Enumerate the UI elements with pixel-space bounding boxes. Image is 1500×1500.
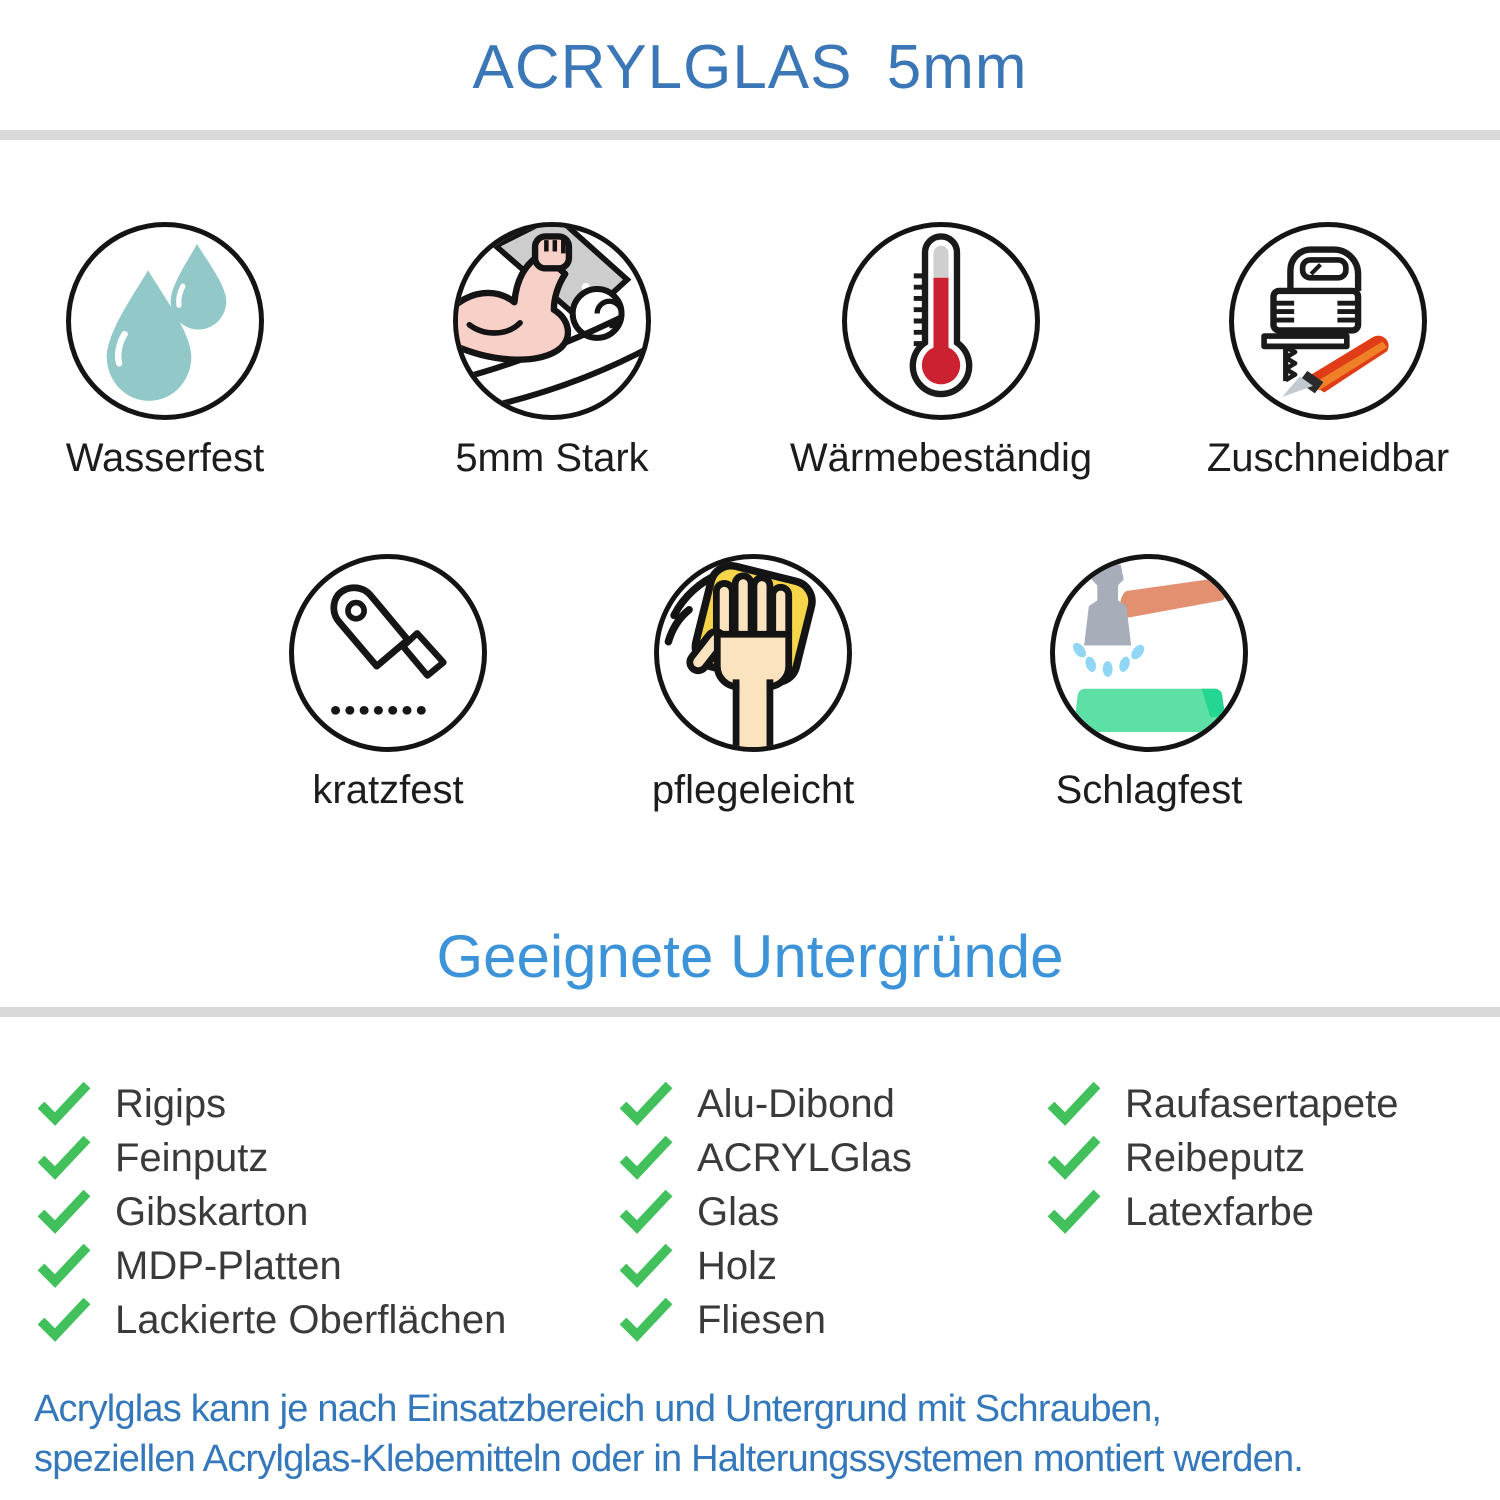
mounting-note-line2: speziellen Acrylglas-Klebemitteln oder in Halterungssystemen montiert werden.	[34, 1438, 1304, 1480]
substrate-label: Glas	[697, 1189, 780, 1234]
substrate-item	[618, 1240, 777, 1292]
feature-wasserfest	[0, 222, 335, 481]
substrate-item	[618, 1078, 895, 1130]
page-title: ACRYLGLAS 5mm	[472, 33, 1028, 102]
substrate-label: Rigips	[115, 1081, 227, 1126]
wiping-hand-cloth-icon	[659, 559, 847, 747]
substrate-label: Lackierte Oberflächen	[115, 1297, 507, 1342]
substrate-item	[36, 1240, 342, 1292]
feature-label: pflegeleicht	[651, 768, 855, 812]
mounting-note	[34, 1384, 1303, 1484]
check-icon	[36, 1081, 92, 1127]
feature-label: Zuschneidbar	[1206, 436, 1450, 480]
jigsaw-cutter-icon	[1234, 227, 1422, 415]
feature-label: Wärmebeständig	[789, 436, 1093, 480]
substrate-item	[36, 1078, 226, 1130]
check-icon	[618, 1135, 674, 1181]
feature-label: kratzfest	[312, 768, 464, 812]
feature-waermebestaendig	[771, 222, 1111, 481]
utility-knife-icon	[294, 559, 482, 747]
check-icon	[36, 1297, 92, 1343]
feature-5mm-stark	[382, 222, 722, 481]
check-icon	[1046, 1189, 1102, 1235]
divider	[0, 130, 1500, 140]
check-icon	[618, 1081, 674, 1127]
substrate-label: Alu-Dibond	[697, 1081, 895, 1126]
substrate-label: ACRYLGlas	[697, 1135, 912, 1180]
substrate-item	[36, 1186, 308, 1238]
check-icon	[36, 1243, 92, 1289]
substrate-item	[618, 1132, 912, 1184]
check-icon	[618, 1297, 674, 1343]
feature-zuschneidbar	[1158, 222, 1498, 481]
check-icon	[1046, 1135, 1102, 1181]
check-icon	[36, 1135, 92, 1181]
hammer-impact-icon	[1055, 559, 1243, 747]
feature-label: Schlagfest	[1055, 768, 1243, 812]
check-icon	[618, 1243, 674, 1289]
check-icon	[618, 1189, 674, 1235]
substrate-label: Gibskarton	[115, 1189, 309, 1234]
substrate-item	[618, 1294, 826, 1346]
mounting-note-line1: Acrylglas kann je nach Einsatzbereich und Untergrund mit Schrauben,	[34, 1388, 1162, 1430]
feature-label: Wasserfest	[65, 436, 265, 480]
water-drops-icon	[71, 227, 259, 415]
substrate-label: Holz	[697, 1243, 778, 1288]
substrate-label: Raufasertapete	[1125, 1081, 1399, 1126]
thermometer-icon	[847, 227, 1035, 415]
substrate-label: MDP-Platten	[115, 1243, 342, 1288]
feature-schlagfest	[979, 554, 1319, 813]
substrate-item	[1046, 1186, 1314, 1238]
substrate-item	[1046, 1078, 1399, 1130]
substrate-item	[618, 1186, 779, 1238]
substrate-label: Fliesen	[697, 1297, 826, 1342]
substrates-heading: Geeignete Untergründe	[436, 923, 1064, 990]
substrate-item	[36, 1294, 506, 1346]
flexed-arm-roll-icon	[458, 227, 646, 415]
substrate-label: Reibeputz	[1125, 1135, 1306, 1180]
divider	[0, 1007, 1500, 1017]
check-icon	[36, 1189, 92, 1235]
substrate-item	[1046, 1132, 1305, 1184]
feature-label: 5mm Stark	[455, 436, 649, 480]
check-icon	[1046, 1081, 1102, 1127]
feature-pflegeleicht	[583, 554, 923, 813]
substrate-label: Feinputz	[115, 1135, 269, 1180]
feature-kratzfest	[218, 554, 558, 813]
substrate-label: Latexfarbe	[1125, 1189, 1315, 1234]
substrate-item	[36, 1132, 268, 1184]
